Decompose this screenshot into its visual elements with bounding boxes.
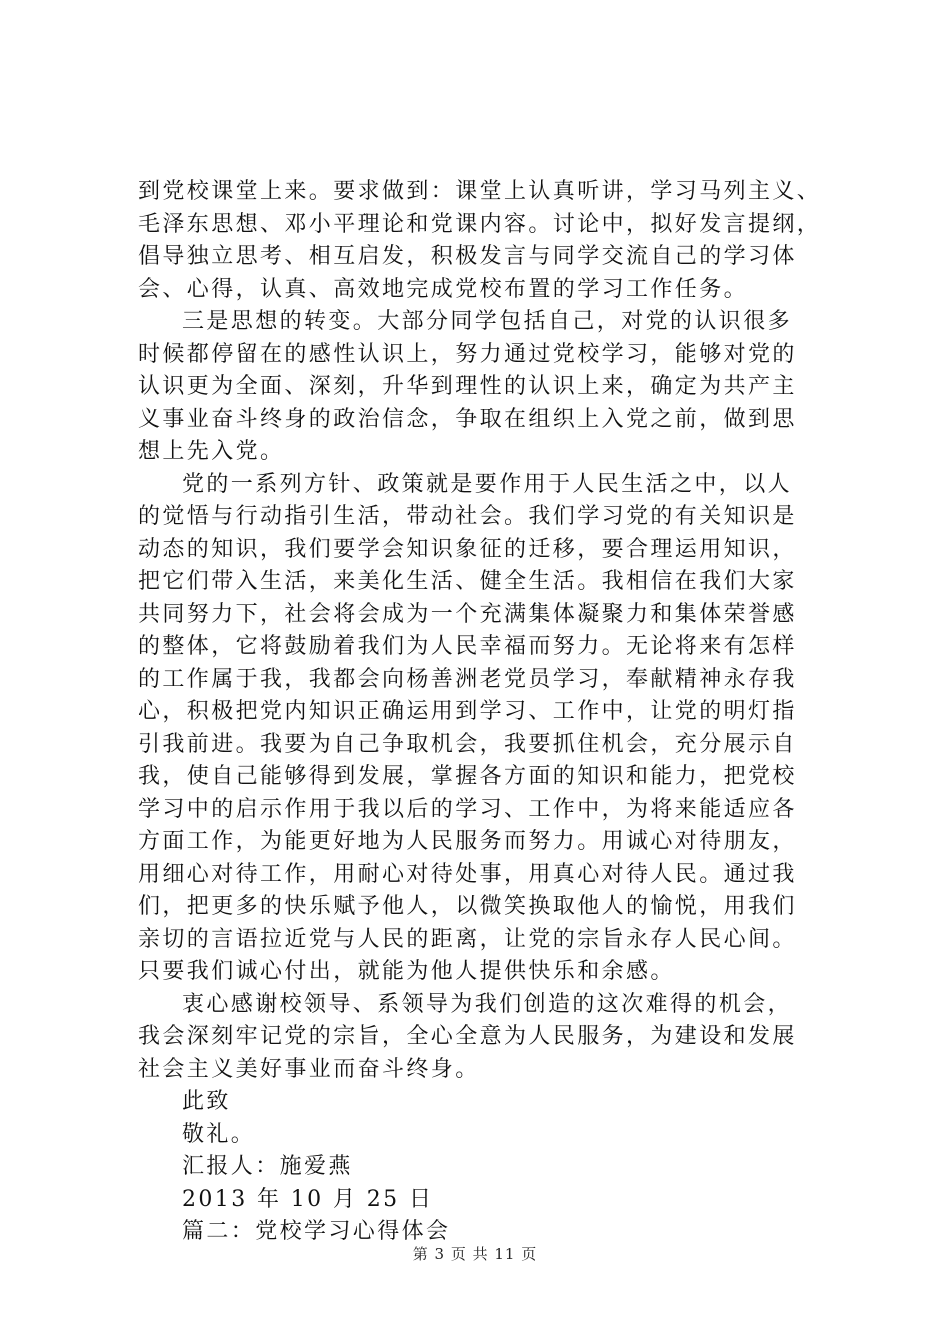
text-line: 想上先入党。 (138, 439, 285, 464)
text-line: 三是思想的转变。大部分同学包括自己，对党的认识很多 (182, 309, 793, 334)
text-line: 倡导独立思考、相互启发，积极发言与同学交流自己的学习体 (138, 244, 797, 269)
text-line: 2013 年 10 月 25 日 (182, 1186, 434, 1212)
text-line: 社会主义美好事业而奋斗终身。 (138, 1056, 480, 1082)
text-line: 用细心对待工作，用耐心对待处事，用真心对待人民。通过我 (138, 861, 797, 887)
text-line: 衷心感谢校领导、系领导为我们创造的这次难得的机会， (182, 991, 793, 1017)
text-line: 会、心得，认真、高效地完成党校布置的学习工作任务。 (138, 276, 749, 302)
text-line: 共同努力下，社会将会成为一个充满集体凝聚力和集体荣誉感 (138, 601, 797, 627)
page-number-footer: 第 3 页 共 11 页 (412, 1245, 538, 1263)
text-line: 认识更为全面、深刻，升华到理性的认识上来，确定为共产主 (138, 374, 797, 399)
text-line: 我会深刻牢记党的宗旨，全心全意为人民服务，为建设和发展 (138, 1024, 797, 1049)
text-line: 敬礼。 (182, 1121, 256, 1147)
text-line: 篇二：党校学习心得体会 (182, 1219, 451, 1244)
document-body (138, 176, 838, 1249)
text-line: 只要我们诚心付出，就能为他人提供快乐和余感。 (138, 959, 675, 984)
text-line: 的觉悟与行动指引生活，带动社会。我们学习党的有关知识是 (138, 504, 797, 529)
text-line: 到党校课堂上来。要求做到：课堂上认真听讲，学习马列主义、 (138, 179, 822, 204)
text-line: 我，使自己能够得到发展，掌握各方面的知识和能力，把党校 (138, 764, 797, 789)
text-line: 学习中的启示作用于我以后的学习、工作中，为将来能适应各 (138, 796, 797, 822)
text-line: 义事业奋斗终身的政治信念，争取在组织上入党之前，做到思 (138, 406, 797, 432)
text-line: 时候都停留在的感性认识上，努力通过党校学习，能够对党的 (138, 341, 797, 367)
text-line: 的整体，它将鼓励着我们为人民幸福而努力。无论将来有怎样 (138, 634, 797, 659)
text-line: 此致 (182, 1089, 231, 1114)
text-line: 们，把更多的快乐赋予他人，以微笑换取他人的愉悦，用我们 (138, 894, 797, 919)
text-line: 毛泽东思想、邓小平理论和党课内容。讨论中，拟好发言提纲， (138, 211, 822, 237)
text-line: 引我前进。我要为自己争取机会，我要抓住机会，充分展示自 (138, 731, 797, 757)
text-line: 党的一系列方针、政策就是要作用于人民生活之中，以人 (182, 471, 793, 497)
text-line: 亲切的言语拉近党与人民的距离，让党的宗旨永存人民心间。 (138, 926, 797, 952)
text-line: 汇报人：施爱燕 (182, 1154, 353, 1179)
text-line: 方面工作，为能更好地为人民服务而努力。用诚心对待朋友， (138, 829, 797, 854)
text-line: 动态的知识，我们要学会知识象征的迁移，要合理运用知识， (138, 536, 797, 562)
text-line: 的工作属于我，我都会向杨善洲老党员学习，奉献精神永存我 (138, 666, 797, 692)
text-line: 把它们带入生活，来美化生活、健全生活。我相信在我们大家 (138, 569, 797, 594)
text-line: 心，积极把党内知识正确运用到学习、工作中，让党的明灯指 (138, 699, 797, 724)
